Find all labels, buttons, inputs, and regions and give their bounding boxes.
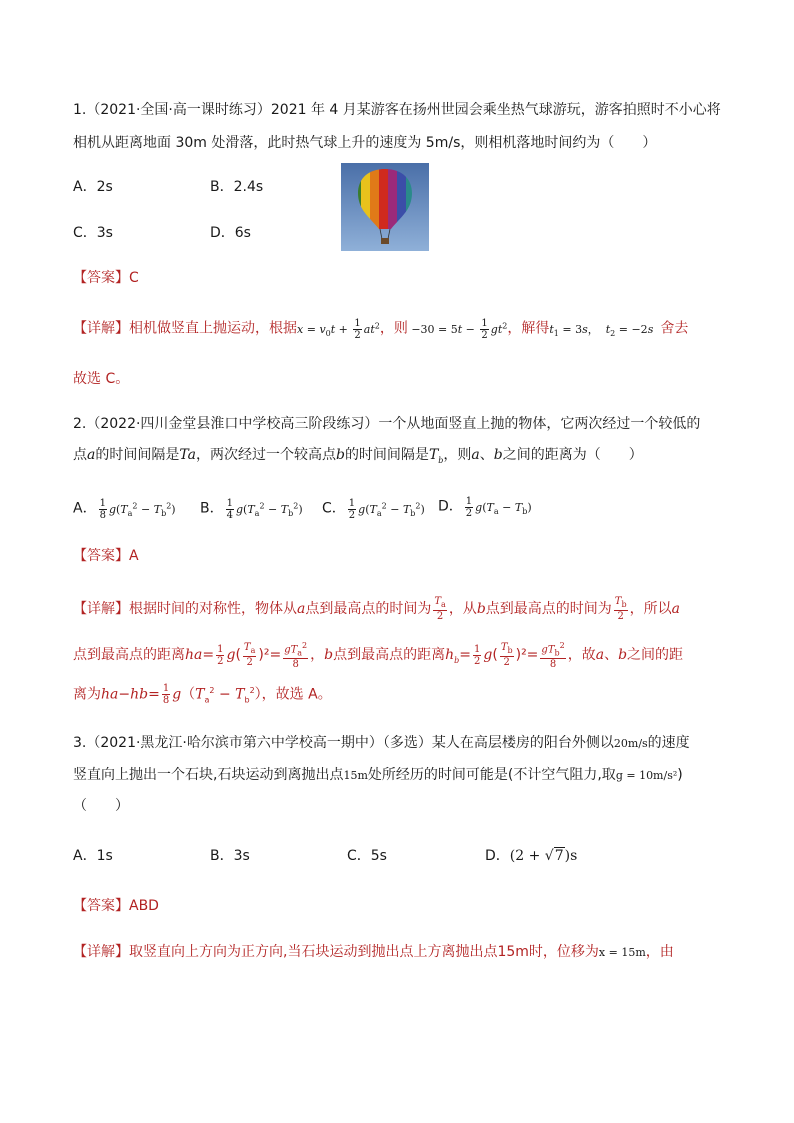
- detail-text: 相机做竖直上抛运动，根据: [129, 320, 297, 337]
- option-label: D．: [485, 848, 510, 864]
- stem-text: 点: [73, 447, 87, 463]
- q3-stem-line3: （ ）: [73, 798, 129, 814]
- q2-option-d: D． $\frac{1}{2}$ $g(T_a - T_b)$: [438, 496, 532, 519]
- q2-stem-line2: [73, 445, 643, 471]
- option-label: A．: [73, 500, 97, 517]
- detail-label: 【详解】: [73, 320, 129, 337]
- detail-text: 点到最高点的距离: [333, 647, 446, 664]
- q3-detail: [73, 942, 674, 963]
- q2-stem-line1: 2.（2022·四川金堂县淮口中学校高三阶段练习）一个从地面竖直上抛的物体，它两次经过一个较低的: [73, 416, 701, 432]
- q2-option-a: A． $\frac{1}{8}$ $g(T_a^2 - T_b^2)$: [73, 498, 176, 522]
- formula-substituted: −30 = 5t − $\frac{1}{2}$ $gt^2$: [407, 318, 508, 342]
- answer-label: 【答案】: [73, 270, 129, 286]
- q1-answer: [73, 268, 139, 288]
- stem-text: ，两次经过一个较高点: [195, 447, 336, 463]
- detail-text: ，解得: [507, 320, 550, 337]
- stem-text: ，则: [443, 447, 472, 463]
- q3-stem-line1: [73, 733, 690, 754]
- hot-air-balloon-image: [341, 163, 429, 251]
- q2-detail-line2: 点到最高点的距离ha= $\frac{1}{2}$ g( $\frac{T_a}{2}$ )²= $\frac{gT_a^2}{8}$ ，b点到最高点的距离$h_b=$ $\frac{1}{2}$ g( $\frac{T_b}{2}$ )²= $\frac{gT_b^2}{8}$ ，故a、b之间的距: [73, 641, 684, 671]
- stem-text: 的速度: [647, 735, 690, 751]
- speed-value: 20m/s: [613, 737, 648, 750]
- var-b: b: [493, 447, 503, 463]
- q3-answer: [73, 896, 159, 916]
- detail-text: ，故: [567, 647, 596, 664]
- q1-detail: [73, 316, 688, 344]
- stem-text: 之间的距离为（ ）: [502, 447, 643, 463]
- q2-detail-line3: 离为ha−hb= $\frac{1}{8}$ $g(T_a^2 - T_b^2)$，故选 A。: [73, 683, 332, 707]
- q2-option-c: C． $\frac{1}{2}$ $g(T_a^2 - T_b^2)$: [322, 498, 425, 522]
- q1-stem-line2: 相机从距离地面 30m 处滑落，此时热气球上升的速度为 5m/s，则相机落地时间约为（ ）: [73, 135, 657, 151]
- answer-value: ABD: [129, 898, 159, 914]
- answer-value: A: [129, 548, 139, 564]
- detail-text: ，则: [379, 320, 408, 337]
- option-label: D．: [438, 498, 463, 515]
- stem-text: ): [677, 767, 683, 783]
- stem-text: 、: [479, 447, 494, 463]
- q1-stem-line1: 1.（2021·全国·高一课时练习）2021 年 4 月某游客在扬州世园会乘坐热气球游玩，游客拍照时不小心将: [73, 102, 721, 118]
- q3-option-b: B．3s: [210, 848, 250, 864]
- detail-text: 时，位移为: [528, 944, 599, 960]
- formula-displacement: $x = v_0t$ + $\frac{1}{2}$ $at^2$: [297, 318, 380, 342]
- q3-option-c: C．5s: [347, 848, 387, 864]
- var-b: b: [335, 447, 345, 463]
- distance-value: 15m: [343, 769, 368, 782]
- q2-answer: [73, 546, 139, 566]
- stem-text: 的时间间隔是: [95, 447, 180, 463]
- formula-solution: $t_1 = 3s$， $t_2 = -2s$: [549, 322, 654, 338]
- answer-label: 【答案】: [73, 548, 129, 564]
- gravity-value: g = 10m/s²: [615, 769, 678, 782]
- q1-conclusion: 故选 C。: [73, 371, 130, 387]
- var-a: a: [471, 447, 480, 463]
- q3-option-d: D．(2 + √7)s: [485, 848, 578, 864]
- stem-text: 的时间间隔是: [344, 447, 429, 463]
- option-label: C．: [322, 500, 346, 517]
- detail-text: 取竖直向上方向为正方向,当石块运动到抛出点上方离抛出点: [129, 944, 498, 960]
- detail-label: 【详解】: [73, 601, 129, 617]
- detail-text: 、: [604, 647, 619, 664]
- q1-option-b: B．2.4s: [210, 179, 264, 195]
- q2-option-b: B． $\frac{1}{4}$ $g(T_a^2 - T_b^2)$: [200, 498, 303, 522]
- detail-text: 之间的距: [627, 647, 684, 664]
- detail-text: ，由: [645, 944, 674, 960]
- displacement-value: x = 15m: [598, 946, 646, 959]
- q3-stem-line2: [73, 765, 683, 786]
- detail-label: 【详解】: [73, 944, 129, 960]
- q1-option-a: A．2s: [73, 179, 113, 195]
- detail-text: 15m: [497, 944, 529, 960]
- detail-text: ，从: [448, 601, 477, 617]
- detail-text: 点到最高点的时间为: [305, 601, 432, 617]
- detail-text: 离为: [73, 686, 101, 703]
- stem-text: 竖直向上抛出一个石块,石块运动到离抛出点: [73, 767, 344, 783]
- stem-text: 3.（2021·黑龙江·哈尔滨市第六中学校高一期中）（多选）某人在高层楼房的阳台外侧以: [73, 735, 614, 751]
- detail-text: ，故选 A。: [261, 686, 332, 703]
- var-tb: $T_b$: [428, 447, 444, 465]
- var-ta: Ta: [179, 447, 196, 463]
- option-label: B．: [200, 500, 224, 517]
- q1-option-c: C．3s: [73, 225, 113, 241]
- q3-option-a: A．1s: [73, 848, 113, 864]
- q1-option-d: D．6s: [210, 225, 251, 241]
- detail-text: 点到最高点的时间为: [485, 601, 612, 617]
- detail-text: ，所以: [629, 601, 672, 617]
- var-a: a: [87, 447, 96, 463]
- answer-label: 【答案】: [73, 898, 129, 914]
- detail-text: 点到最高点的距离: [73, 647, 185, 664]
- q2-detail-line1: 【详解】根据时间的对称性，物体从a点到最高点的时间为 $\frac{T_a}{2}$ ，从b点到最高点的时间为 $\frac{T_b}{2}$ ，所以a: [73, 596, 680, 622]
- stem-text: 处所经历的时间可能是(不计空气阻力,取: [367, 767, 616, 783]
- detail-text: 根据时间的对称性，物体从: [129, 601, 297, 617]
- detail-text: 舍去: [660, 320, 689, 337]
- answer-value: C: [129, 270, 139, 286]
